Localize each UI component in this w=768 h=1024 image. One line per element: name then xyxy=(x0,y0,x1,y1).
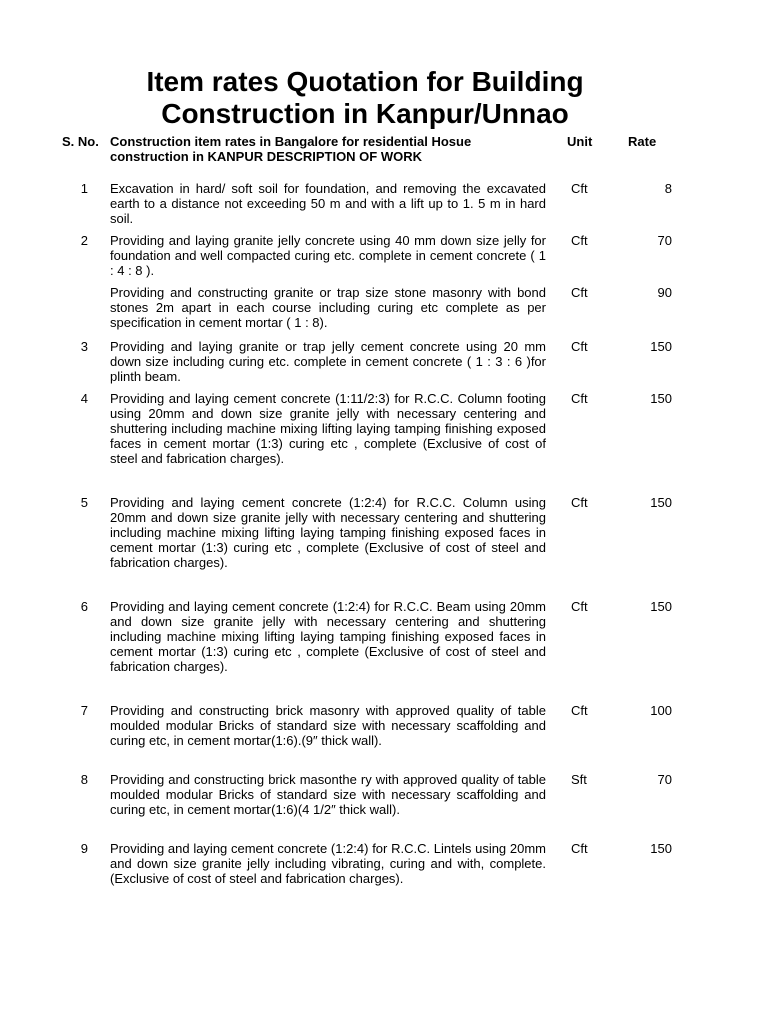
row-rate: 8 xyxy=(664,181,672,196)
row-rate: 150 xyxy=(650,599,672,614)
row-rate: 70 xyxy=(657,233,672,248)
row-unit: Cft xyxy=(571,339,588,354)
row-description: Providing and laying granite or trap jelly cement concrete using 20 mm down size including curing etc. complete in cement concrete ( 1 : 3 : 6 )for plinth beam. xyxy=(110,339,546,384)
row-sno: 9 xyxy=(80,841,88,856)
header-rate: Rate xyxy=(628,134,657,149)
row-unit: Cft xyxy=(571,233,588,248)
row-sno: 4 xyxy=(80,391,88,406)
row-unit: Cft xyxy=(571,703,588,718)
row-unit: Cft xyxy=(571,495,588,510)
row-description: Providing and constructing brick masonthe ry with approved quality of table moulded modular Bricks of standard size with necessary scaffolding and curing etc, in cement mortar(1:6)(4 1/2″ thick wall). xyxy=(110,772,546,817)
header-sno: S. No. xyxy=(62,134,99,149)
row-description: Providing and constructing brick masonry with approved quality of table moulded modular Bricks of standard size with necessary scaffolding and curing etc, in cement mortar(1:6).(9″ thick wall). xyxy=(110,703,546,748)
row-rate: 100 xyxy=(650,703,672,718)
row-sno: 3 xyxy=(80,339,88,354)
row-description: Providing and laying cement concrete (1:11/2:3) for R.C.C. Column footing using 20mm and down size granite jelly with necessary centering and shuttering including machine mixing lifting laying tamping finishing exposed faces in cement mortar (1:3) curing etc , complete (Exclusive of cost of steel and fabrication charges). xyxy=(110,391,546,466)
row-unit: Cft xyxy=(571,285,588,300)
row-sno: 7 xyxy=(80,703,88,718)
row-rate: 150 xyxy=(650,391,672,406)
row-description: Excavation in hard/ soft soil for foundation, and removing the excavated earth to a distance not exceeding 50 m and with a lift up to 1. 5 m in hard soil. xyxy=(110,181,546,226)
row-rate: 150 xyxy=(650,339,672,354)
header-unit: Unit xyxy=(567,134,593,149)
row-rate: 90 xyxy=(657,285,672,300)
page-title-line-2: Construction in Kanpur/Unnao xyxy=(161,98,569,129)
row-sno: 1 xyxy=(80,181,88,196)
row-description: Providing and laying cement concrete (1:2:4) for R.C.C. Column using 20mm and down size granite jelly with necessary centering and shuttering including machine mixing lifting laying tamping finishing exposed faces in cement mortar (1:3) curing etc , complete (Exclusive of cost of steel and fabrication charges). xyxy=(110,495,546,570)
page-title-line-1: Item rates Quotation for Building xyxy=(146,66,584,97)
row-sno: 6 xyxy=(80,599,88,614)
row-unit: Cft xyxy=(571,841,588,856)
row-sno: 2 xyxy=(80,233,88,248)
row-unit: Cft xyxy=(571,391,588,406)
row-description: Providing and laying cement concrete (1:2:4) for R.C.C. Beam using 20mm and down size granite jelly with necessary centering and shuttering including machine mixing lifting laying tamping finishing exposed faces in cement mortar (1:3) curing etc , complete (Exclusive of cost of steel and fabrication charges). xyxy=(110,599,546,674)
row-sno: 5 xyxy=(80,495,88,510)
row-unit: Cft xyxy=(571,181,588,196)
row-unit: Cft xyxy=(571,599,588,614)
row-sno: 8 xyxy=(80,772,88,787)
page-title xyxy=(0,66,730,130)
header-description: Construction item rates in Bangalore for residential Hosue construction in KANPUR DESCRIPTION OF WORK xyxy=(110,134,472,164)
row-description: Providing and laying granite jelly concrete using 40 mm down size jelly for foundation and well compacted curing etc. complete in cement concrete ( 1 : 4 : 8 ). xyxy=(110,233,546,278)
row-rate: 70 xyxy=(657,772,672,787)
row-description: Providing and laying cement concrete (1:2:4) for R.C.C. Lintels using 20mm and down size granite jelly including vibrating, curing and with, complete. (Exclusive of cost of steel and fabrication charges). xyxy=(110,841,546,886)
row-rate: 150 xyxy=(650,495,672,510)
row-rate: 150 xyxy=(650,841,672,856)
row-description: Providing and constructing granite or trap size stone masonry with bond stones 2m apart in each course including curing etc complete as per specification in cement mortar ( 1 : 8). xyxy=(110,285,546,330)
row-unit: Sft xyxy=(571,772,587,787)
